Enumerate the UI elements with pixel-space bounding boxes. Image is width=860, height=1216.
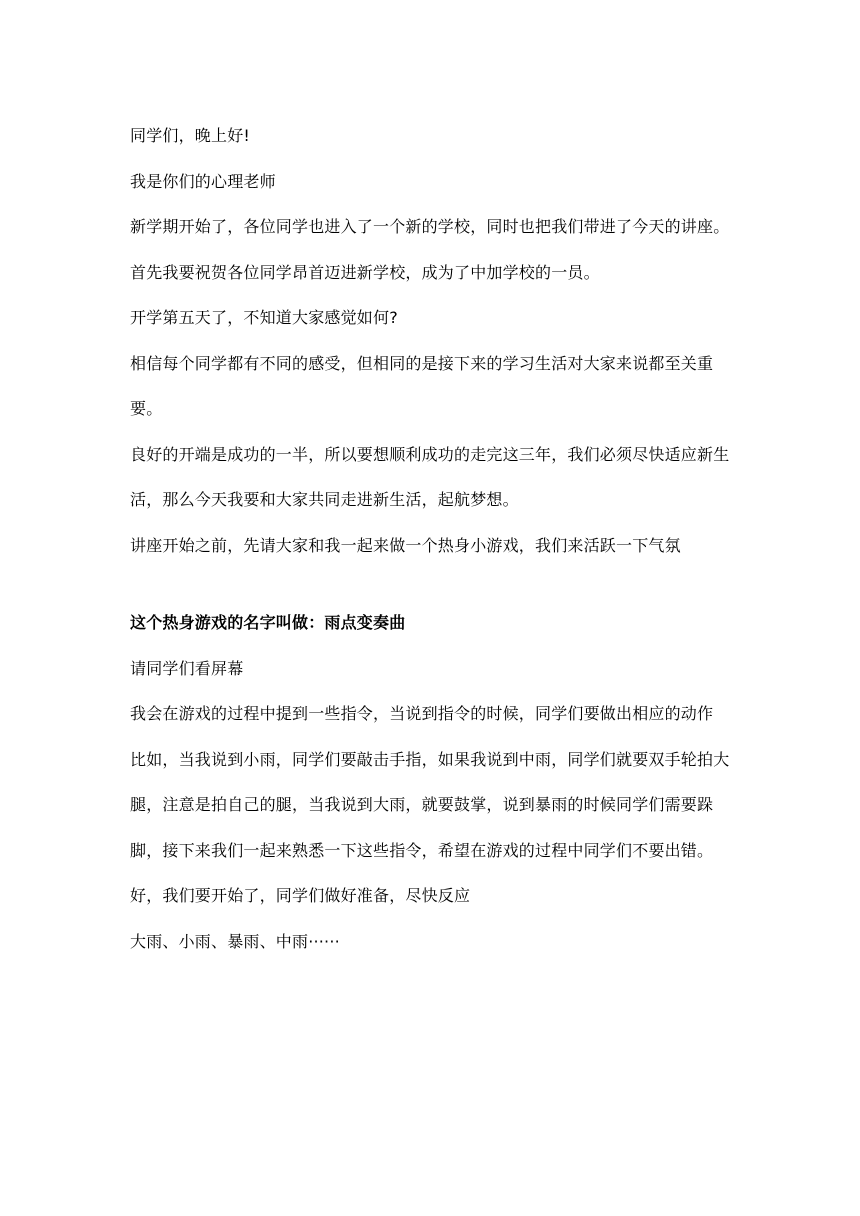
look-at-screen-paragraph: 请同学们看屏幕 bbox=[130, 658, 244, 678]
section-spacer bbox=[130, 568, 740, 600]
feeling-question-paragraph: 开学第五天了，不知道大家感觉如何? bbox=[130, 308, 398, 327]
feelings-paragraph: 相信每个同学都有不同的感受，但相同的是接下来的学习生活对大家来说都至关重要。 bbox=[130, 353, 714, 418]
congratulation-paragraph: 首先我要祝贺各位同学昂首迈进新学校，成为了中加学校的一员。 bbox=[130, 262, 600, 282]
instructions-paragraph: 我会在游戏的过程中提到一些指令，当说到指令的时候，同学们要做出相应的动作 bbox=[130, 704, 714, 723]
start-paragraph: 好，我们要开始了，同学们做好准备，尽快反应 bbox=[130, 886, 471, 905]
warmup-intro-paragraph: 讲座开始之前，先请大家和我一起来做一个热身小游戏，我们来活跃一下气氛 bbox=[130, 535, 681, 555]
greeting-paragraph: 同学们，晚上好! bbox=[130, 126, 251, 145]
intro-paragraph: 我是你们的心理老师 bbox=[130, 171, 276, 191]
game-heading: 这个热身游戏的名字叫做：雨点变奏曲 bbox=[130, 613, 406, 632]
rain-sequence-paragraph: 大雨、小雨、暴雨、中雨······ bbox=[130, 931, 340, 951]
semester-paragraph: 新学期开始了，各位同学也进入了一个新的学校，同时也把我们带进了今天的讲座。 bbox=[130, 217, 730, 236]
rules-paragraph: 比如，当我说到小雨，同学们要敲击手指，如果我说到中雨，同学们就要双手轮拍大腿，注意是拍自己的腿，当我说到大雨，就要鼓掌，说到暴雨的时候同学们需要跺脚，接下来我们一起来熟悉一下这些指令，希望在游戏的过程中同学们不要出错。 bbox=[130, 749, 730, 860]
good-start-paragraph: 良好的开端是成功的一半，所以要想顺利成功的走完这三年，我们必须尽快适应新生活，那么今天我要和大家共同走进新生活，起航梦想。 bbox=[130, 444, 730, 509]
document-body bbox=[130, 113, 740, 964]
